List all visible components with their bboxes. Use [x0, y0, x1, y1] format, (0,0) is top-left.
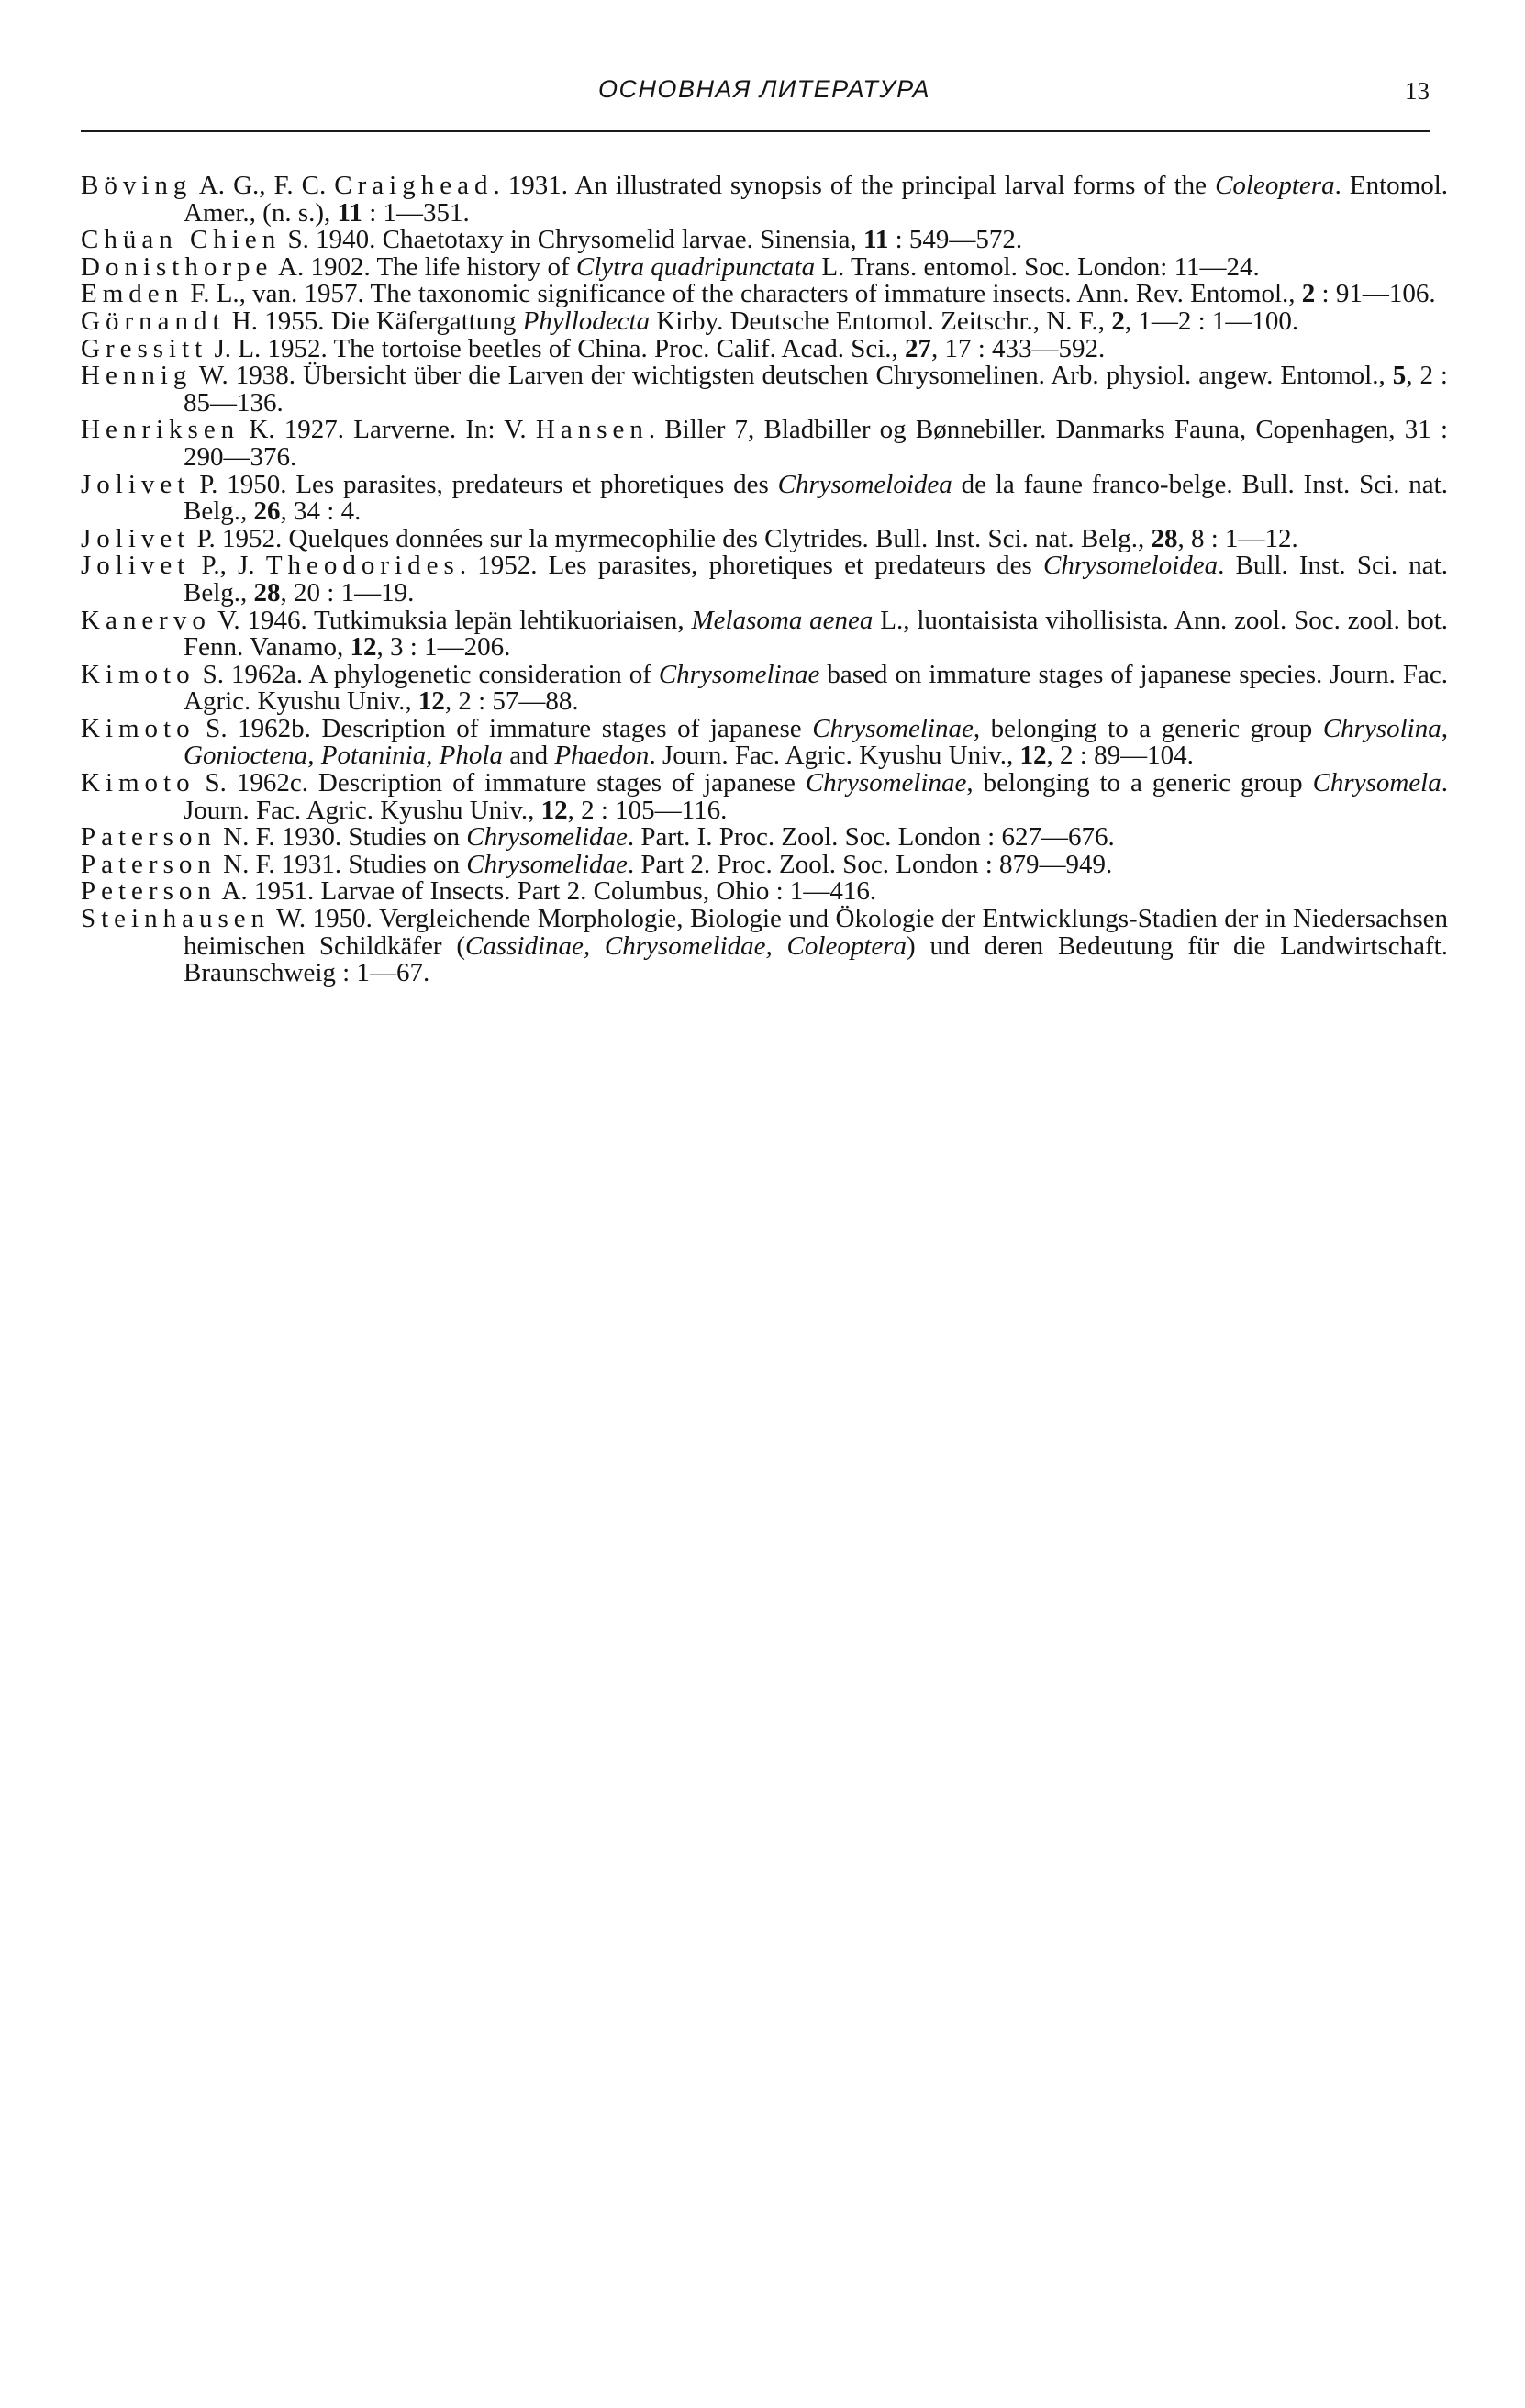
reference-text: Kirby. Deutsche Entomol. Zeitschr., N. F., — [650, 306, 1112, 336]
reference-text: V. 1946. Tutkimuksia lepän lehtikuoriaisen, — [210, 605, 692, 635]
taxon-name: Chrysomeloidea — [1042, 551, 1219, 581]
reference-text: S. 1940. Chaetotaxy in Chrysomelid larvae. Sinensia, — [281, 225, 863, 255]
reference-item — [81, 469, 1448, 527]
reference-text: , belonging to a generic group — [973, 713, 1323, 743]
reference-text: based on immature stages of japanese species. Journ. Fac. Agric. Kyushu Univ., — [184, 659, 1448, 717]
reference-item — [81, 362, 1448, 417]
reference-text: W. 1938. Übersicht über die Larven der wichtigsten deutschen Chrysomelinen. Arb. physiol. angew. Entomol., — [192, 361, 1393, 391]
reference-item — [81, 605, 1448, 663]
reference-author: Kimoto — [81, 713, 195, 743]
reference-text: , 2 : 105—116. — [567, 795, 728, 825]
taxon-name: Chrysomela — [1312, 768, 1442, 798]
reference-item — [81, 878, 1448, 906]
reference-text: de la faune franco-belge. Bull. Inst. Sci. nat. Belg., — [184, 469, 1448, 527]
reference-item — [81, 906, 1448, 987]
taxon-name: Phyllodecta — [522, 306, 651, 336]
reference-text: S. 1962a. A phylogenetic consideration of — [195, 659, 659, 689]
reference-item — [81, 824, 1448, 852]
reference-item — [81, 308, 1448, 336]
volume-number: 12 — [540, 795, 568, 825]
volume-number: 28 — [253, 577, 281, 608]
reference-text: P., J. — [190, 551, 266, 581]
reference-text: , 20 : 1—19. — [280, 577, 415, 608]
reference-text: and — [502, 741, 555, 771]
reference-text: . Part. I. Proc. Zool. Soc. London : 627—676. — [627, 822, 1115, 853]
reference-text: , 2 : 85—136. — [184, 361, 1448, 418]
reference-text: . Biller 7, Bladbiller og Bønnebiller. Danmarks Fauna, Copenhagen, 31 : 290—376. — [184, 415, 1449, 472]
taxon-name: Clytra quadripunctata — [575, 251, 816, 282]
taxon-name: Chrysomelinae — [805, 768, 967, 798]
taxon-name: Melasoma aenea — [691, 605, 874, 635]
reference-text: S. 1962b. Description of immature stages of japanese — [195, 713, 813, 743]
taxon-name: Chrysomelidae — [466, 849, 628, 879]
reference-text: , 2 : 89—104. — [1046, 741, 1194, 771]
reference-author: Kanervo — [81, 605, 211, 635]
reference-text: , 1—2 : 1—100. — [1124, 306, 1299, 336]
page-header — [81, 72, 1448, 112]
reference-text: F. L., van. 1957. The taxonomic significance of the characters of immature insects. Ann. Rev. Entomol., — [184, 279, 1302, 309]
reference-text: : 549—572. — [888, 225, 1023, 255]
reference-text: , 2 : 57—88. — [444, 686, 579, 717]
reference-author: Emden — [81, 279, 184, 309]
reference-text: P. 1952. Quelques données sur la myrmecophilie des Clytrides. Bull. Inst. Sci. nat. Belg., — [190, 523, 1152, 553]
reference-item — [81, 173, 1448, 227]
reference-item — [81, 281, 1448, 308]
coauthor: Hansen — [535, 415, 649, 445]
coauthor: Theodorides — [265, 551, 460, 581]
reference-item — [81, 251, 1448, 282]
reference-text: K. 1927. Larverne. In: V. — [239, 415, 536, 445]
reference-item — [81, 227, 1448, 254]
reference-author: Kimoto — [81, 659, 195, 689]
taxon-name: Chrysomeloidea — [777, 469, 952, 499]
volume-number: 2 — [1301, 279, 1316, 309]
reference-item — [81, 417, 1448, 471]
reference-text: . Entomol. Amer., (n. s.), — [184, 171, 1449, 228]
reference-text: . Journ. Fac. Agric. Kyushu Univ., — [184, 768, 1448, 825]
reference-author: Henriksen — [81, 415, 240, 445]
reference-item — [81, 770, 1448, 824]
volume-number: 2 — [1111, 306, 1125, 336]
volume-number: 5 — [1392, 361, 1407, 391]
reference-text: , belonging to a generic group — [966, 768, 1313, 798]
reference-text: . Bull. Inst. Sci. nat. Belg., — [184, 551, 1448, 608]
reference-author: Paterson — [81, 849, 217, 879]
reference-text: A. 1902. The life history of — [273, 251, 576, 282]
reference-text: H. 1955. Die Käfergattung — [225, 306, 523, 336]
reference-author: Jolivet — [81, 551, 191, 581]
reference-text: P. 1950. Les parasites, predateurs et phoretiques des — [190, 469, 778, 499]
reference-text: , 8 : 1—12. — [1177, 523, 1298, 553]
running-title: ОСНОВНАЯ ЛИТЕРАТУРА — [597, 75, 931, 103]
volume-number: 12 — [417, 686, 445, 717]
reference-author: Gressitt — [81, 333, 208, 363]
page — [81, 72, 1449, 988]
reference-item — [81, 333, 1448, 363]
reference-text: A. 1951. Larvae of Insects. Part 2. Columbus, Ohio : 1—416. — [216, 876, 877, 907]
reference-item — [81, 849, 1448, 879]
reference-item — [81, 713, 1448, 771]
volume-number: 28 — [1151, 523, 1178, 553]
reference-text: , 34 : 4. — [280, 496, 362, 527]
reference-author: Görnandt — [81, 306, 226, 336]
reference-author: Hennig — [81, 361, 193, 391]
reference-author: Jolivet — [81, 469, 191, 499]
volume-number: 12 — [350, 632, 377, 663]
reference-list — [81, 173, 1448, 987]
reference-text: N. F. 1930. Studies on — [216, 822, 467, 853]
reference-text: L., luontaisista vihollisista. Ann. zool. Soc. zool. bot. Fenn. Vanamo, — [184, 605, 1448, 663]
reference-text: : 91—106. — [1315, 279, 1436, 309]
page-number: 13 — [1405, 77, 1430, 105]
reference-text: A. G., F. C. — [192, 171, 335, 200]
taxon-name: Chrysolina, Gonioctena, Potaninia, Phola — [184, 713, 1448, 771]
reference-text: : 1—351. — [362, 197, 470, 228]
reference-text: , 3 : 1—206. — [376, 632, 511, 663]
reference-text: . Journ. Fac. Agric. Kyushu Univ., — [649, 741, 1020, 771]
reference-author: Steinhausen — [81, 904, 271, 934]
volume-number: 26 — [253, 496, 281, 527]
reference-author: Donisthorpe — [81, 251, 273, 282]
reference-item — [81, 523, 1448, 553]
reference-text: W. 1950. Vergleichende Morphologie, Biologie und Ökologie der Entwicklungs-Stadien der in Niedersachsen heimischen Schildkäfer ( — [184, 904, 1448, 961]
taxon-name: Chrysomelinae — [658, 659, 820, 689]
reference-text: N. F. 1931. Studies on — [216, 849, 467, 879]
volume-number: 12 — [1019, 741, 1047, 771]
taxon-name: Chrysomelidae — [466, 822, 628, 853]
reference-author: Chüan Chien — [81, 225, 282, 255]
taxon-name: Phaedon — [554, 741, 650, 771]
reference-text: L. Trans. entomol. Soc. London: 11—24. — [815, 251, 1260, 282]
reference-item — [81, 552, 1448, 607]
taxon-name: Chrysomelinae — [812, 713, 974, 743]
header-rule — [81, 130, 1430, 132]
reference-author: Paterson — [81, 822, 217, 853]
volume-number: 27 — [905, 333, 931, 363]
taxon-name: Coleoptera — [1215, 171, 1335, 200]
volume-number: 11 — [863, 225, 889, 255]
reference-text: ) und deren Bedeutung für die Landwirtschaft. Braunschweig : 1—67. — [184, 931, 1448, 988]
reference-author: Böving — [81, 171, 193, 200]
coauthor: Craighead — [334, 171, 494, 200]
reference-text: S. 1962c. Description of immature stages of japanese — [195, 768, 806, 798]
reference-author: Kimoto — [81, 768, 195, 798]
reference-item — [81, 659, 1448, 717]
reference-text: J. L. 1952. The tortoise beetles of China. Proc. Calif. Acad. Sci., — [207, 333, 905, 363]
taxon-name: Cassidinae, Chrysomelidae, Coleoptera — [464, 931, 907, 961]
reference-author: Peterson — [81, 876, 217, 907]
reference-text: . 1952. Les parasites, phoretiques et predateurs des — [459, 551, 1043, 581]
reference-text: . Part 2. Proc. Zool. Soc. London : 879—949. — [627, 849, 1113, 879]
volume-number: 11 — [337, 197, 362, 228]
reference-text: , 17 : 433—592. — [931, 333, 1106, 363]
reference-text: . 1931. An illustrated synopsis of the principal larval forms of the — [493, 171, 1216, 200]
reference-author: Jolivet — [81, 523, 191, 553]
